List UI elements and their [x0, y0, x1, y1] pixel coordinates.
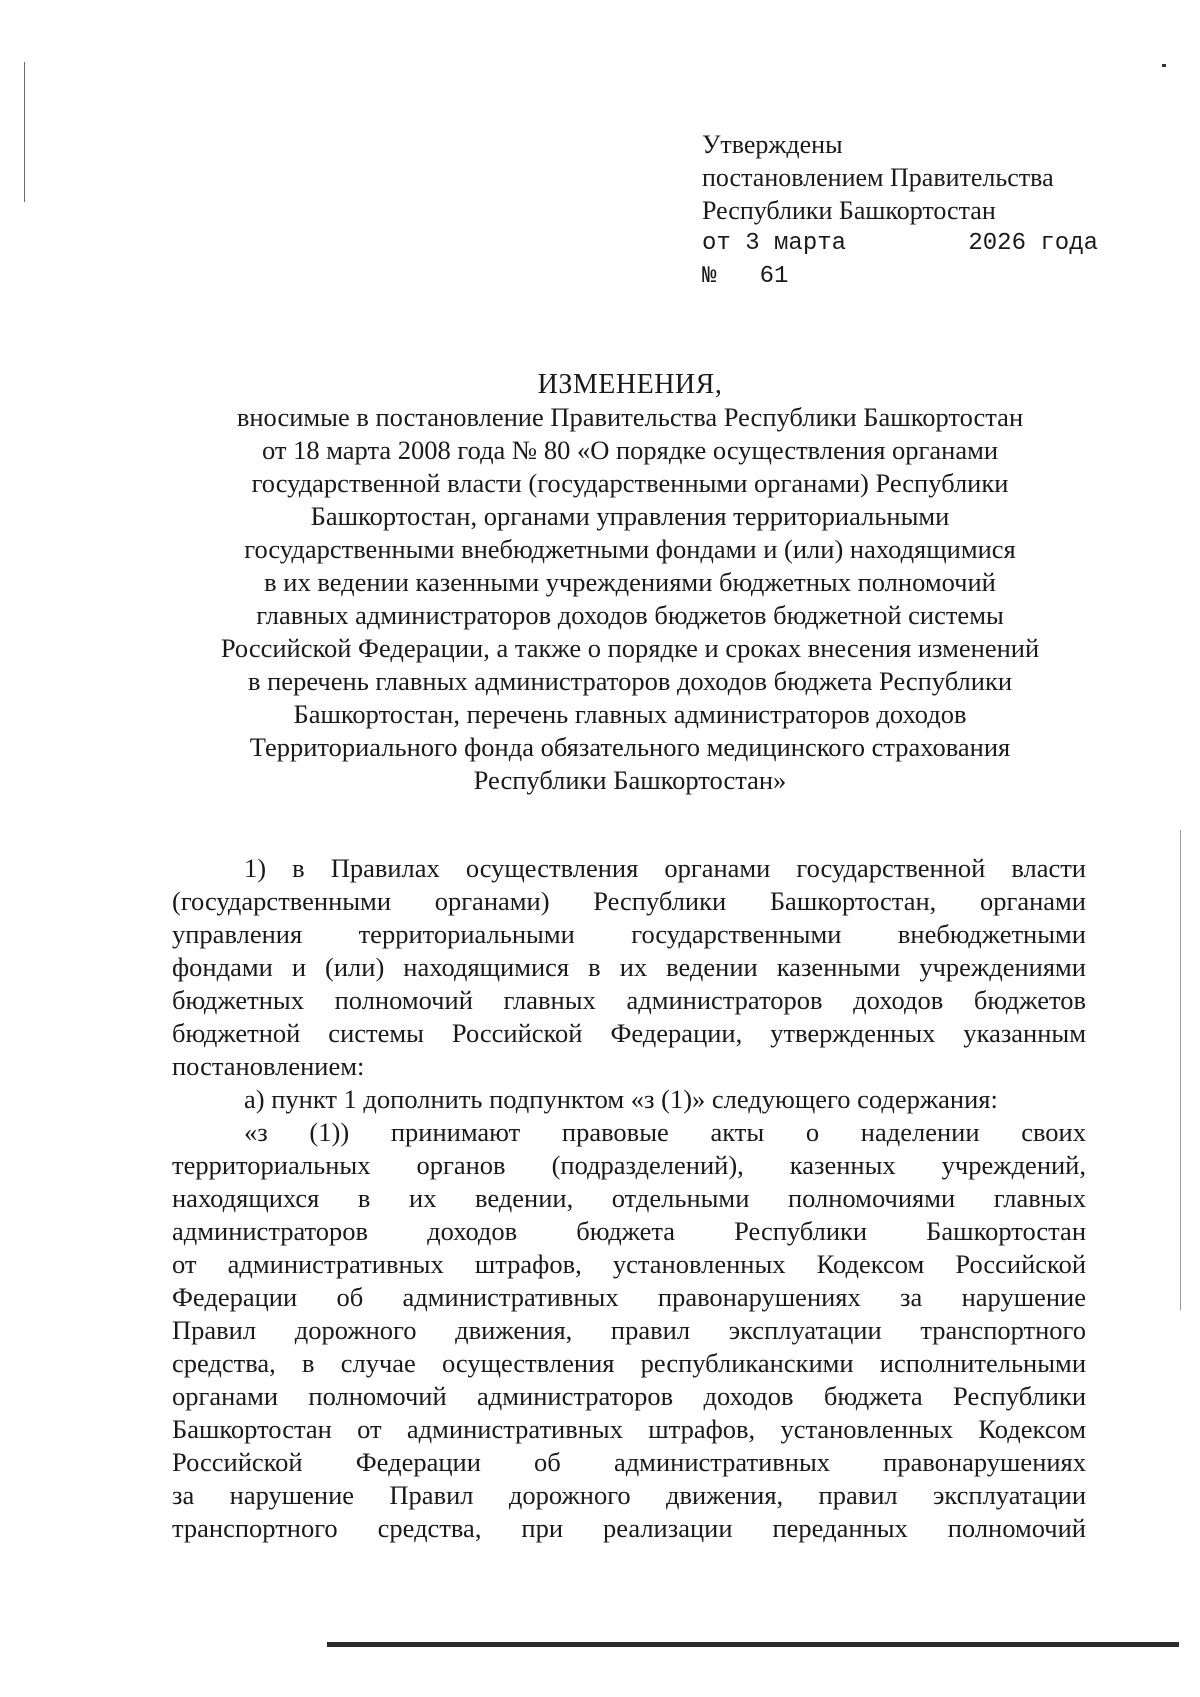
body-line: «з (1)) принимают правовые акты о наделении своих: [244, 1117, 1086, 1147]
body-line: средства, в случае осуществления республиканскими исполнительными: [172, 1348, 1086, 1378]
title-line: в их ведении казенными учреждениями бюджетных полномочий: [264, 567, 996, 597]
body-line: Российской Федерации об административных правонарушениях: [172, 1447, 1086, 1477]
body-line: Федерации об административных правонарушениях за нарушение: [172, 1282, 1086, 1312]
title-line: Башкортостан, органами управления территориальными: [310, 501, 950, 531]
approval-line: постановлением Правительства: [702, 163, 1054, 192]
body-line: бюджетных полномочий главных администраторов доходов бюджетов: [172, 985, 1086, 1015]
paragraph-3: [172, 1116, 1086, 1545]
title-line: Территориального фонда обязательного медицинского страхования: [249, 732, 1011, 762]
body-line: транспортного средства, при реализации переданных полномочий: [172, 1513, 1086, 1543]
body-line: постановлением:: [172, 1051, 365, 1081]
title-heading: ИЗМЕНЕНИЯ,: [537, 369, 723, 400]
title-line: государственными внебюджетными фондами и (или) находящимися: [244, 534, 1016, 564]
body-line: от административных штрафов, установленных Кодексом Российской: [172, 1249, 1086, 1279]
title-line: Российской Федерации, а также о порядке и сроках внесения изменений: [220, 633, 1040, 663]
approval-date: [702, 227, 1098, 260]
title-line: Республики Башкортостан»: [473, 765, 787, 795]
title-line: главных администраторов доходов бюджетов бюджетной системы: [256, 600, 1004, 630]
paragraph-1: [172, 852, 1086, 1083]
body-line: 1) в Правилах осуществления органами государственной власти: [244, 853, 1086, 883]
scan-edge-line: [1180, 830, 1181, 1310]
approval-date-year: 2026 года: [968, 230, 1098, 257]
body-line: фондами и (или) находящимися в их ведении казенными учреждениями: [172, 952, 1086, 982]
scan-edge-line: [24, 62, 25, 202]
approval-line: Республики Башкортостан: [702, 196, 996, 225]
document-title: [160, 368, 1100, 797]
approval-stamp-block: [702, 128, 1098, 293]
title-line: государственной власти (государственными органами) Республики: [251, 468, 1009, 498]
title-line: в перечень главных администраторов доходов бюджета Республики: [247, 666, 1012, 696]
approval-line: Утверждены: [702, 130, 843, 159]
approval-number: № 61: [702, 263, 789, 290]
body-line: бюджетной системы Российской Федерации, утвержденных указанным: [172, 1018, 1086, 1048]
title-line: вносимые в постановление Правительства Республики Башкортостан: [236, 402, 1024, 432]
title-line: от 18 марта 2008 года № 80 «О порядке осуществления органами: [261, 435, 999, 465]
body-line: находящихся в их ведении, отдельными полномочиями главных: [172, 1183, 1086, 1213]
approval-date-day-month: от 3 марта: [702, 230, 847, 257]
body-line: Башкортостан от административных штрафов, установленных Кодексом: [172, 1414, 1086, 1444]
document-body: [172, 852, 1086, 1545]
paragraph-2: [172, 1083, 1086, 1116]
scan-speck: [1162, 64, 1166, 67]
body-line: органами полномочий администраторов доходов бюджета Республики: [172, 1381, 1086, 1411]
body-line: управления территориальными государственными внебюджетными: [172, 919, 1086, 949]
title-line: Башкортостан, перечень главных администраторов доходов: [293, 699, 967, 729]
body-line: (государственными органами) Республики Башкортостан, органами: [172, 886, 1086, 916]
body-line: а) пункт 1 дополнить подпунктом «з (1)» следующего содержания:: [244, 1084, 998, 1114]
body-line: Правил дорожного движения, правил эксплуатации транспортного: [172, 1315, 1086, 1345]
scan-edge-line: [327, 1642, 1179, 1647]
body-line: территориальных органов (подразделений), казенных учреждений,: [172, 1150, 1086, 1180]
body-line: за нарушение Правил дорожного движения, правил эксплуатации: [172, 1480, 1086, 1510]
body-line: администраторов доходов бюджета Республики Башкортостан: [172, 1216, 1086, 1246]
